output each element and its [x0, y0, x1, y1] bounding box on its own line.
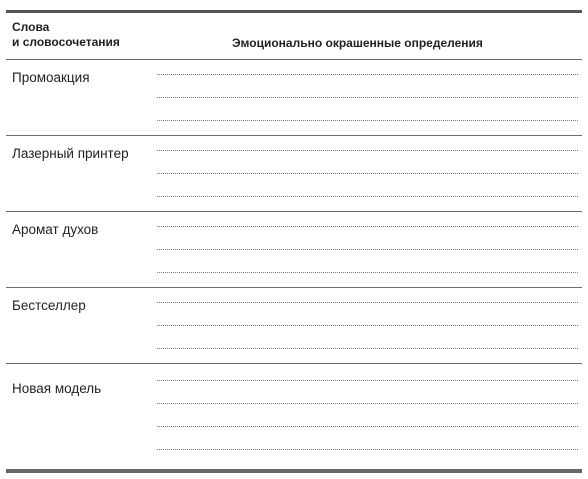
answer-line[interactable]: [157, 449, 578, 450]
answer-line[interactable]: [157, 74, 578, 75]
answer-line[interactable]: [157, 325, 578, 326]
table-body: [6, 60, 582, 469]
table-row: [6, 60, 582, 135]
answer-line[interactable]: [157, 97, 578, 98]
answer-line[interactable]: [157, 196, 578, 197]
answer-line[interactable]: [157, 403, 578, 404]
answer-line[interactable]: [157, 150, 578, 151]
row-label: Лазерный принтер: [12, 146, 129, 161]
column-header-words-line1: Слова: [12, 20, 50, 34]
column-header-definitions: Эмоционально окрашенные определения: [232, 36, 483, 50]
answer-line[interactable]: [157, 173, 578, 174]
answer-line[interactable]: [157, 302, 578, 303]
worksheet-table: [6, 10, 582, 473]
column-header-words: [12, 20, 120, 50]
answer-line[interactable]: [157, 272, 578, 273]
table-row: [6, 288, 582, 363]
table-row: [6, 136, 582, 211]
row-label: Бестселлер: [12, 298, 86, 313]
row-label: Аромат духов: [12, 222, 99, 237]
table-row: [6, 212, 582, 287]
row-label: Новая модель: [12, 381, 102, 396]
column-header-words-line2: и словосочетания: [12, 35, 120, 49]
row-label: Промоакция: [12, 70, 90, 85]
answer-line[interactable]: [157, 426, 578, 427]
answer-line[interactable]: [157, 348, 578, 349]
table-row: [6, 364, 582, 469]
answer-line[interactable]: [157, 226, 578, 227]
answer-line[interactable]: [157, 120, 578, 121]
bottom-rule: [6, 469, 582, 473]
table-header: [6, 13, 582, 59]
answer-line[interactable]: [157, 380, 578, 381]
answer-line[interactable]: [157, 249, 578, 250]
